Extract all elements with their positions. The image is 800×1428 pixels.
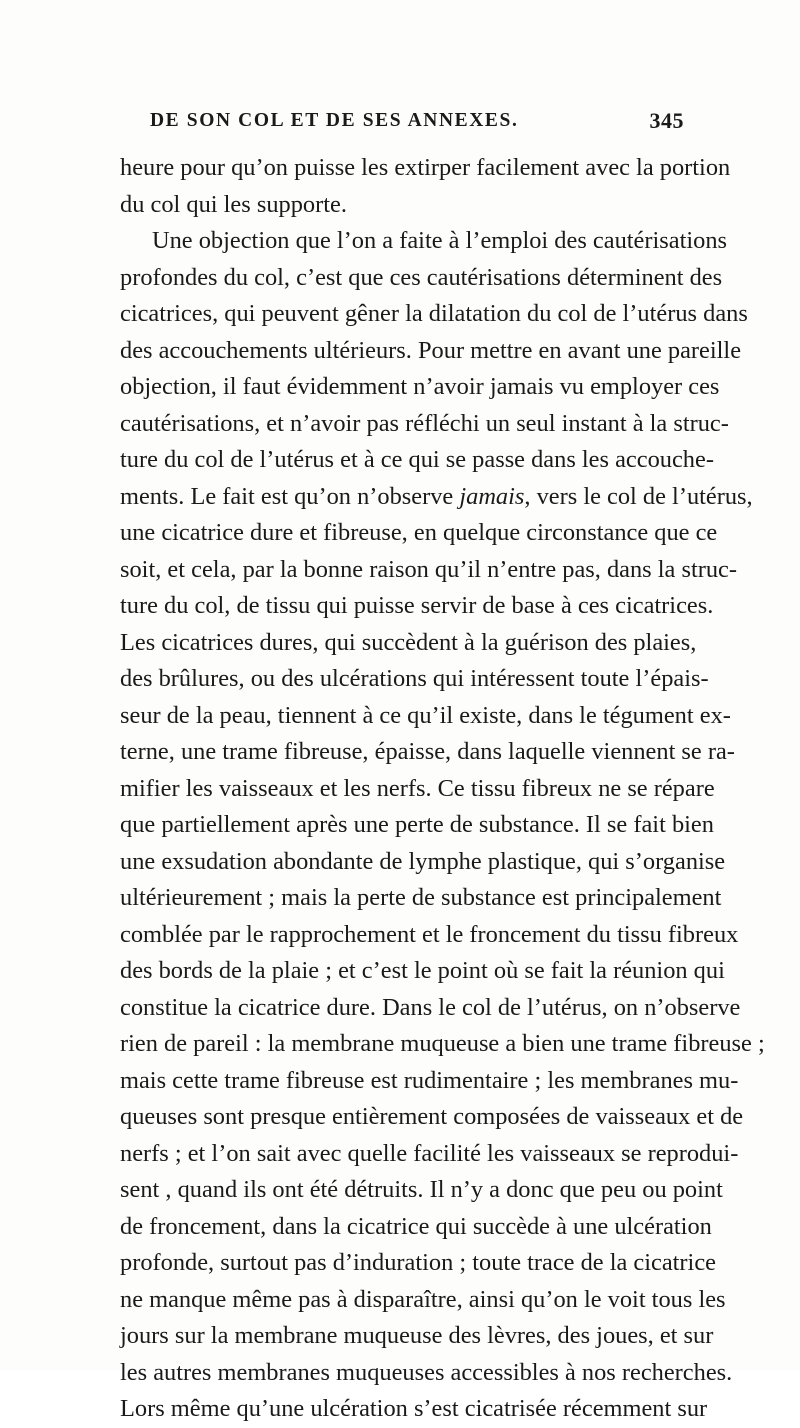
text-line: soit, et cela, par la bonne raison qu’il n’entre pas, dans la struc- [120,555,738,583]
text-line: heure pour qu’on puisse les extirper facilement avec la portion [120,154,731,181]
text-line [120,479,753,516]
text-line: de froncement, dans la cicatrice qui succède à une ulcération [120,1212,712,1240]
text-line: Lors même qu’une ulcération s’est cicatrisée récemment sur [120,1395,708,1422]
text-line: mifier les vaisseaux et les nerfs. Ce tissu fibreux ne se répare [120,774,715,802]
text-line: rien de pareil : la membrane muqueuse a bien une trame fibreuse ; [120,1030,765,1057]
text-line: une cicatrice dure et fibreuse, en quelque circonstance que ce [120,519,718,546]
text-line: ne manque même pas à disparaître, ainsi qu’on le voit tous les [120,1285,726,1313]
text-line: du col qui les supporte. [120,190,347,218]
text-line: des brûlures, ou des ulcérations qui intéressent toute l’épais- [120,665,709,692]
text-line: sent , quand ils ont été détruits. Il n’y a donc que peu ou point [120,1176,723,1203]
text-line: que partiellement après une perte de substance. Il se fait bien [120,811,714,838]
text-line: Les cicatrices dures, qui succèdent à la guérison des plaies, [120,628,697,656]
body-text [120,150,765,1428]
text-line: objection, il faut évidemment n’avoir jamais vu employer ces [120,373,720,400]
text-line: queuses sont presque entièrement composées de vaisseaux et de [120,1103,744,1130]
text-line: les autres membranes muqueuses accessibles à nos recherches. [120,1358,733,1386]
text-line: des accouchements ultérieurs. Pour mettre en avant une pareille [120,336,742,364]
running-title: DE SON COL ET DE SES ANNEXES. [150,110,519,131]
text-line: ultérieurement ; mais la perte de substance est principalement [120,884,722,911]
text-line: profondes du col, c’est que ces cautérisations déterminent des [120,263,723,291]
text-line: terne, une trame fibreuse, épaisse, dans laquelle viennent se ra- [120,738,735,765]
text-line: ture du col de l’utérus et à ce qui se passe dans les accouche- [120,446,714,473]
text-line: ture du col, de tissu qui puisse servir de base à ces cicatrices. [120,592,714,619]
text-line: nerfs ; et l’on sait avec quelle facilité les vaisseaux se reprodui- [120,1139,739,1167]
page-number: 345 [649,108,684,133]
text-line: profonde, surtout pas d’induration ; toute trace de la cicatrice [120,1249,716,1276]
italic-word: jamais [459,482,525,510]
text-line: constitue la cicatrice dure. Dans le col de l’utérus, on n’observe [120,993,741,1021]
text-line: une exsudation abondante de lymphe plastique, qui s’organise [120,847,726,875]
text-line: cicatrices, qui peuvent gêner la dilatation du col de l’utérus dans [120,300,748,327]
text-line: Une objection que l’on a faite à l’emploi des cautérisations [152,227,728,254]
text-line: des bords de la plaie ; et c’est le point où se fait la réunion qui [120,957,725,984]
text-line: mais cette trame fibreuse est rudimentaire ; les membranes mu- [120,1066,739,1094]
running-head [150,104,684,140]
text-line: cautérisations, et n’avoir pas réfléchi un seul instant à la struc- [120,409,729,437]
text-line: comblée par le rapprochement et le froncement du tissu fibreux [120,920,739,948]
text-segment: , vers le col de l’utérus, [524,482,753,510]
text-line: seur de la peau, tiennent à ce qu’il existe, dans le tégument ex- [120,701,731,729]
text-line: jours sur la membrane muqueuse des lèvres, des joues, et sur [120,1322,714,1349]
text-segment: ments. Le fait est qu’on n’observe [120,482,460,510]
